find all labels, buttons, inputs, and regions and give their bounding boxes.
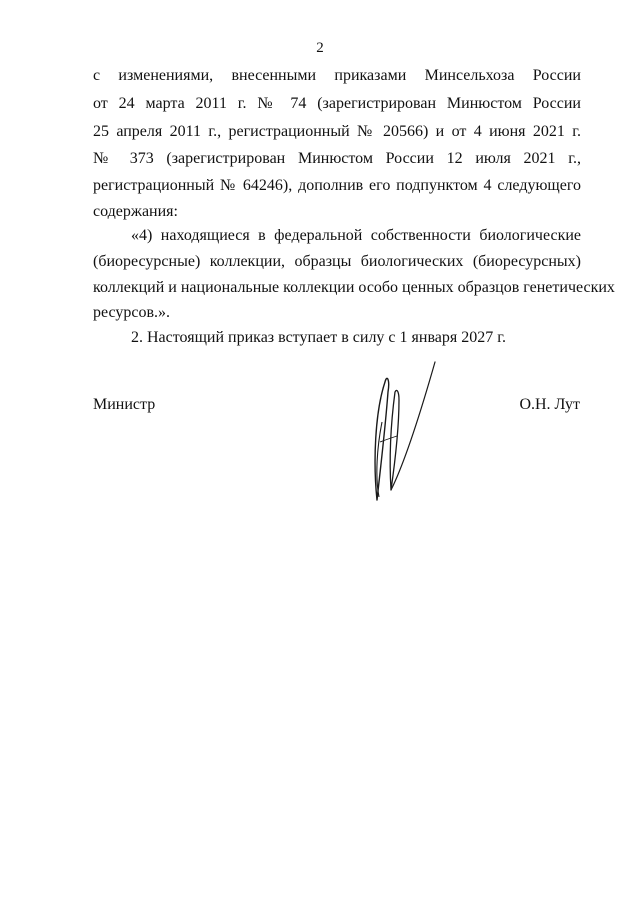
signer-name: О.Н. Лут (519, 396, 580, 413)
body-line-3: 25 апреля 2011 г., регистрационный № 20566) и от 4 июня 2021 г. (93, 123, 581, 140)
body-line-4: № 373 (зарегистрирован Минюстом России 12 июля 2021 г., (93, 150, 581, 167)
subclause-line-1: «4) находящиеся в федеральной собственности биологические (131, 227, 581, 244)
page-number: 2 (316, 40, 324, 56)
body-line-5: регистрационный № 64246), дополнив его подпунктом 4 следующего (93, 177, 581, 194)
subclause-line-2: (биоресурсные) коллекции, образцы биологических (биоресурсных) (93, 253, 581, 270)
subclause-line-3: коллекций и национальные коллекции особо ценных образцов генетических (93, 279, 615, 296)
clause-2-line: 2. Настоящий приказ вступает в силу с 1 января 2027 г. (131, 329, 507, 346)
body-line-1: с изменениями, внесенными приказами Минсельхоза России (93, 67, 581, 84)
body-line-6: содержания: (93, 203, 178, 220)
handwritten-signature (355, 352, 455, 512)
body-line-2: от 24 марта 2011 г. № 74 (зарегистрирован Минюстом России (93, 95, 581, 112)
signer-title: Министр (93, 396, 156, 413)
subclause-line-4: ресурсов.». (93, 304, 171, 321)
